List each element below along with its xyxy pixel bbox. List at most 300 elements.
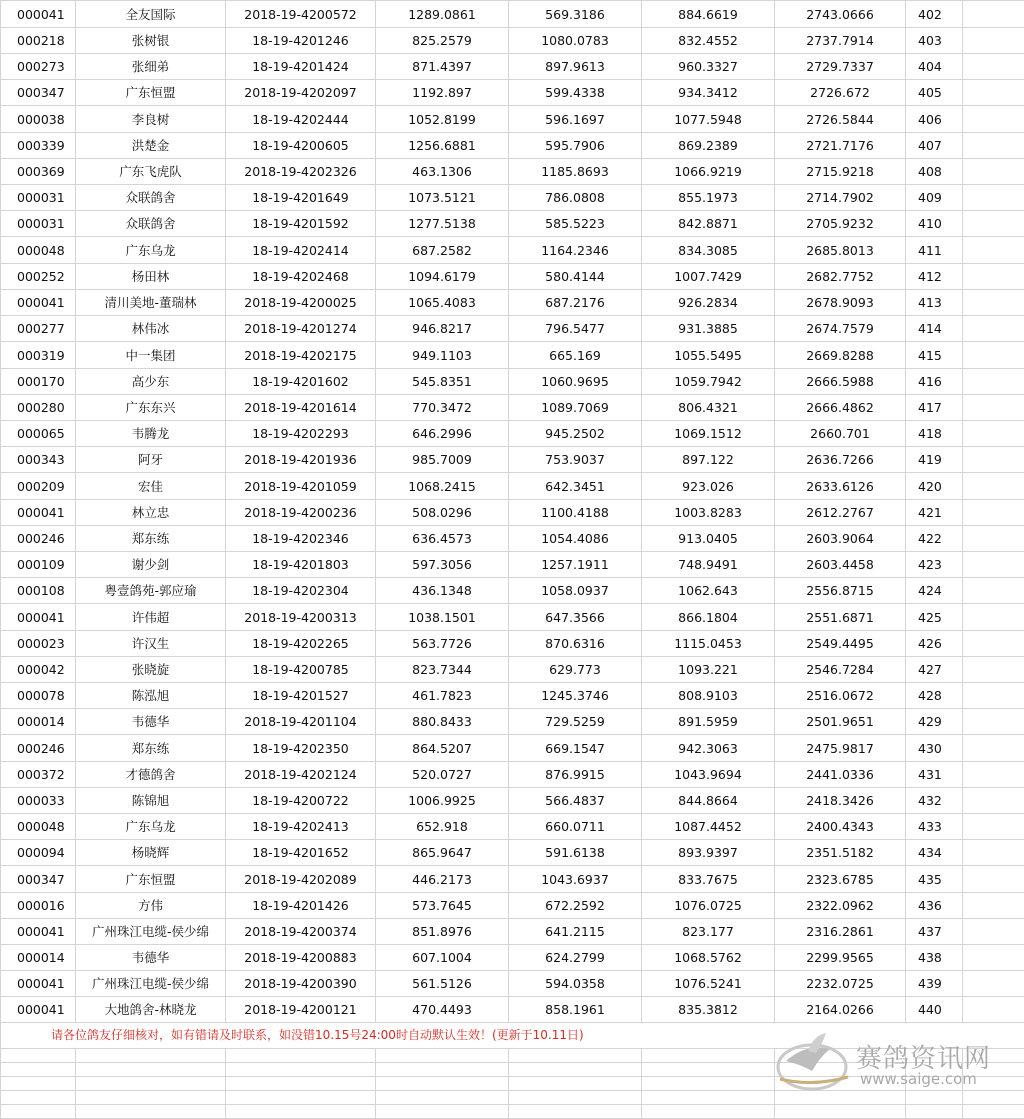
rank-cell: 434: [906, 840, 963, 866]
ring-number-cell: 18-19-4201527: [226, 683, 376, 709]
rank-cell: 428: [906, 683, 963, 709]
empty-cell: [963, 395, 1024, 421]
owner-name-cell: 广东恒盟: [76, 866, 226, 893]
table-row: [1, 814, 1024, 840]
score-2-cell: 642.3451: [509, 473, 642, 500]
member-id-cell: 000372: [1, 762, 76, 788]
score-1-cell: 520.0727: [376, 762, 509, 788]
score-3-cell: 833.7675: [642, 866, 775, 893]
empty-cell: [963, 578, 1024, 604]
score-1-cell: 561.5126: [376, 971, 509, 997]
score-3-cell: 1062.643: [642, 578, 775, 604]
ring-number-cell: 2018-19-4200572: [226, 1, 376, 28]
total-score-cell: 2714.7902: [775, 185, 906, 211]
total-score-cell: 2633.6126: [775, 473, 906, 500]
rank-cell: 433: [906, 814, 963, 840]
score-2-cell: 1185.8693: [509, 159, 642, 185]
table-row: [1, 342, 1024, 369]
score-3-cell: 869.2389: [642, 133, 775, 159]
score-3-cell: 1069.1512: [642, 421, 775, 447]
score-1-cell: 865.9647: [376, 840, 509, 866]
rank-cell: 426: [906, 631, 963, 657]
score-3-cell: 832.4552: [642, 28, 775, 54]
table-row: [1, 106, 1024, 133]
empty-cell: [376, 1105, 509, 1119]
rank-cell: 417: [906, 395, 963, 421]
empty-cell: [376, 1091, 509, 1105]
score-2-cell: 1257.1911: [509, 552, 642, 578]
ring-number-cell: 2018-19-4202124: [226, 762, 376, 788]
score-2-cell: 1164.2346: [509, 237, 642, 264]
rank-cell: 410: [906, 211, 963, 237]
ring-number-cell: 18-19-4202414: [226, 237, 376, 264]
total-score-cell: 2726.5844: [775, 106, 906, 133]
member-id-cell: 000014: [1, 945, 76, 971]
total-score-cell: 2164.0266: [775, 997, 906, 1023]
member-id-cell: 000014: [1, 709, 76, 735]
score-3-cell: 866.1804: [642, 604, 775, 631]
empty-cell: [963, 814, 1024, 840]
owner-name-cell: 全友国际: [76, 1, 226, 28]
empty-cell: [226, 1063, 376, 1077]
owner-name-cell: 广东东兴: [76, 395, 226, 421]
ring-number-cell: 2018-19-4201274: [226, 316, 376, 342]
score-3-cell: 913.0405: [642, 526, 775, 552]
table-row: [1, 80, 1024, 106]
empty-cell: [1, 1077, 76, 1091]
score-2-cell: 1058.0937: [509, 578, 642, 604]
rank-cell: 406: [906, 106, 963, 133]
empty-cell: [376, 1049, 509, 1063]
total-score-cell: 2351.5182: [775, 840, 906, 866]
total-score-cell: 2322.0962: [775, 893, 906, 919]
empty-cell: [963, 1105, 1024, 1119]
score-2-cell: 1054.4086: [509, 526, 642, 552]
table-row: [1, 473, 1024, 500]
score-1-cell: 1073.5121: [376, 185, 509, 211]
empty-cell: [963, 28, 1024, 54]
owner-name-cell: 许汉生: [76, 631, 226, 657]
ring-number-cell: 2018-19-4201614: [226, 395, 376, 421]
score-2-cell: 858.1961: [509, 997, 642, 1023]
score-1-cell: 463.1306: [376, 159, 509, 185]
owner-name-cell: 粤壹鸽苑-郭应瑜: [76, 578, 226, 604]
owner-name-cell: 张树银: [76, 28, 226, 54]
score-2-cell: 629.773: [509, 657, 642, 683]
rank-cell: 424: [906, 578, 963, 604]
score-2-cell: 672.2592: [509, 893, 642, 919]
empty-cell: [963, 840, 1024, 866]
member-id-cell: 000041: [1, 290, 76, 316]
ring-number-cell: 2018-19-4202326: [226, 159, 376, 185]
rank-cell: 420: [906, 473, 963, 500]
score-1-cell: 1052.8199: [376, 106, 509, 133]
score-2-cell: 591.6138: [509, 840, 642, 866]
score-3-cell: 1093.221: [642, 657, 775, 683]
table-row: [1, 578, 1024, 604]
empty-cell: [509, 1091, 642, 1105]
score-2-cell: 1245.3746: [509, 683, 642, 709]
ring-number-cell: 18-19-4202304: [226, 578, 376, 604]
ring-number-cell: 18-19-4201652: [226, 840, 376, 866]
score-2-cell: 870.6316: [509, 631, 642, 657]
owner-name-cell: 韦德华: [76, 709, 226, 735]
ring-number-cell: 18-19-4202350: [226, 735, 376, 762]
table-row: [1, 54, 1024, 80]
score-3-cell: 1068.5762: [642, 945, 775, 971]
score-3-cell: 808.9103: [642, 683, 775, 709]
owner-name-cell: 方伟: [76, 893, 226, 919]
score-1-cell: 446.2173: [376, 866, 509, 893]
total-score-cell: 2729.7337: [775, 54, 906, 80]
empty-cell: [963, 421, 1024, 447]
score-2-cell: 1043.6937: [509, 866, 642, 893]
member-id-cell: 000078: [1, 683, 76, 709]
ring-number-cell: 2018-19-4202097: [226, 80, 376, 106]
empty-cell: [376, 1077, 509, 1091]
ring-number-cell: 2018-19-4201059: [226, 473, 376, 500]
empty-cell: [963, 80, 1024, 106]
table-row: [1, 945, 1024, 971]
member-id-cell: 000280: [1, 395, 76, 421]
score-1-cell: 880.8433: [376, 709, 509, 735]
owner-name-cell: 清川美地-董瑞林: [76, 290, 226, 316]
table-row: [1, 290, 1024, 316]
table-row: [1, 893, 1024, 919]
table-row: [1, 762, 1024, 788]
member-id-cell: 000041: [1, 997, 76, 1023]
score-1-cell: 825.2579: [376, 28, 509, 54]
owner-name-cell: 谢少剑: [76, 552, 226, 578]
member-id-cell: 000209: [1, 473, 76, 500]
score-3-cell: 923.026: [642, 473, 775, 500]
total-score-cell: 2299.9565: [775, 945, 906, 971]
table-row: [1, 369, 1024, 395]
score-2-cell: 897.9613: [509, 54, 642, 80]
empty-cell: [963, 631, 1024, 657]
total-score-cell: 2685.8013: [775, 237, 906, 264]
score-3-cell: 934.3412: [642, 80, 775, 106]
empty-cell: [642, 1077, 775, 1091]
table-row: [1, 997, 1024, 1023]
score-2-cell: 624.2799: [509, 945, 642, 971]
member-id-cell: 000369: [1, 159, 76, 185]
score-3-cell: 1115.0453: [642, 631, 775, 657]
rank-cell: 419: [906, 447, 963, 473]
member-id-cell: 000170: [1, 369, 76, 395]
score-2-cell: 641.2115: [509, 919, 642, 945]
owner-name-cell: 林立忠: [76, 500, 226, 526]
ring-number-cell: 18-19-4202346: [226, 526, 376, 552]
ring-number-cell: 18-19-4200785: [226, 657, 376, 683]
member-id-cell: 000016: [1, 893, 76, 919]
empty-cell: [1, 1049, 76, 1063]
rank-cell: 432: [906, 788, 963, 814]
total-score-cell: 2441.0336: [775, 762, 906, 788]
table-row: [1, 788, 1024, 814]
owner-name-cell: 李良树: [76, 106, 226, 133]
table-row: [1, 500, 1024, 526]
score-3-cell: 1077.5948: [642, 106, 775, 133]
table-row: [1, 237, 1024, 264]
total-score-cell: 2721.7176: [775, 133, 906, 159]
total-score-cell: 2669.8288: [775, 342, 906, 369]
score-1-cell: 864.5207: [376, 735, 509, 762]
score-1-cell: 545.8351: [376, 369, 509, 395]
score-3-cell: 1076.5241: [642, 971, 775, 997]
rank-cell: 418: [906, 421, 963, 447]
empty-cell: [642, 1063, 775, 1077]
score-2-cell: 566.4837: [509, 788, 642, 814]
score-3-cell: 748.9491: [642, 552, 775, 578]
rank-cell: 439: [906, 971, 963, 997]
member-id-cell: 000031: [1, 211, 76, 237]
score-3-cell: 834.3085: [642, 237, 775, 264]
table-row: [1, 840, 1024, 866]
ring-number-cell: 2018-19-4201936: [226, 447, 376, 473]
total-score-cell: 2660.701: [775, 421, 906, 447]
score-1-cell: 597.3056: [376, 552, 509, 578]
score-3-cell: 806.4321: [642, 395, 775, 421]
score-1-cell: 636.4573: [376, 526, 509, 552]
empty-cell: [963, 185, 1024, 211]
empty-cell: [963, 290, 1024, 316]
member-id-cell: 000041: [1, 500, 76, 526]
empty-cell: [963, 657, 1024, 683]
total-score-cell: 2743.0666: [775, 1, 906, 28]
member-id-cell: 000048: [1, 814, 76, 840]
empty-cell: [226, 1077, 376, 1091]
empty-cell: [963, 237, 1024, 264]
score-2-cell: 660.0711: [509, 814, 642, 840]
empty-cell: [963, 893, 1024, 919]
table-row: [1, 709, 1024, 735]
empty-cell: [963, 500, 1024, 526]
rank-cell: 411: [906, 237, 963, 264]
score-2-cell: 945.2502: [509, 421, 642, 447]
score-1-cell: 949.1103: [376, 342, 509, 369]
score-1-cell: 470.4493: [376, 997, 509, 1023]
empty-cell: [963, 604, 1024, 631]
total-score-cell: 2400.4343: [775, 814, 906, 840]
score-1-cell: 770.3472: [376, 395, 509, 421]
empty-cell: [963, 264, 1024, 290]
score-1-cell: 436.1348: [376, 578, 509, 604]
score-1-cell: 1256.6881: [376, 133, 509, 159]
rank-cell: 402: [906, 1, 963, 28]
total-score-cell: 2705.9232: [775, 211, 906, 237]
ring-number-cell: 18-19-4202444: [226, 106, 376, 133]
ring-number-cell: 2018-19-4200313: [226, 604, 376, 631]
rank-cell: 431: [906, 762, 963, 788]
empty-cell: [642, 1091, 775, 1105]
score-1-cell: 652.918: [376, 814, 509, 840]
ring-number-cell: 2018-19-4200390: [226, 971, 376, 997]
ring-number-cell: 18-19-4201803: [226, 552, 376, 578]
table-row: [1, 866, 1024, 893]
owner-name-cell: 张晓旋: [76, 657, 226, 683]
rank-cell: 405: [906, 80, 963, 106]
blank-row: [1, 1105, 1024, 1119]
empty-cell: [963, 735, 1024, 762]
score-1-cell: 563.7726: [376, 631, 509, 657]
rank-cell: 429: [906, 709, 963, 735]
owner-name-cell: 阿牙: [76, 447, 226, 473]
score-2-cell: 1080.0783: [509, 28, 642, 54]
total-score-cell: 2556.8715: [775, 578, 906, 604]
owner-name-cell: 广东乌龙: [76, 237, 226, 264]
empty-cell: [642, 1105, 775, 1119]
score-2-cell: 599.4338: [509, 80, 642, 106]
empty-cell: [963, 369, 1024, 395]
owner-name-cell: 郑东练: [76, 526, 226, 552]
score-1-cell: 461.7823: [376, 683, 509, 709]
rank-cell: 425: [906, 604, 963, 631]
ring-number-cell: 18-19-4201602: [226, 369, 376, 395]
member-id-cell: 000343: [1, 447, 76, 473]
total-score-cell: 2418.3426: [775, 788, 906, 814]
score-2-cell: 786.0808: [509, 185, 642, 211]
empty-cell: [509, 1077, 642, 1091]
table-row: [1, 552, 1024, 578]
member-id-cell: 000109: [1, 552, 76, 578]
ring-number-cell: 18-19-4201424: [226, 54, 376, 80]
owner-name-cell: 韦德华: [76, 945, 226, 971]
ring-number-cell: 18-19-4202265: [226, 631, 376, 657]
ring-number-cell: 2018-19-4200883: [226, 945, 376, 971]
score-3-cell: 855.1973: [642, 185, 775, 211]
empty-cell: [963, 552, 1024, 578]
total-score-cell: 2715.9218: [775, 159, 906, 185]
empty-cell: [963, 709, 1024, 735]
score-3-cell: 891.5959: [642, 709, 775, 735]
empty-cell: [963, 762, 1024, 788]
rank-cell: 407: [906, 133, 963, 159]
score-1-cell: 573.7645: [376, 893, 509, 919]
ring-number-cell: 2018-19-4201104: [226, 709, 376, 735]
rank-cell: 414: [906, 316, 963, 342]
empty-cell: [963, 526, 1024, 552]
score-3-cell: 1087.4452: [642, 814, 775, 840]
score-2-cell: 753.9037: [509, 447, 642, 473]
member-id-cell: 000246: [1, 735, 76, 762]
owner-name-cell: 广州珠江电缆-侯少绵: [76, 919, 226, 945]
empty-cell: [76, 1049, 226, 1063]
rank-cell: 423: [906, 552, 963, 578]
score-3-cell: 1066.9219: [642, 159, 775, 185]
score-1-cell: 1289.0861: [376, 1, 509, 28]
member-id-cell: 000339: [1, 133, 76, 159]
owner-name-cell: 陈锦旭: [76, 788, 226, 814]
score-2-cell: 876.9915: [509, 762, 642, 788]
empty-cell: [76, 1063, 226, 1077]
total-score-cell: 2737.7914: [775, 28, 906, 54]
score-3-cell: 1059.7942: [642, 369, 775, 395]
owner-name-cell: 杨田林: [76, 264, 226, 290]
score-1-cell: 1277.5138: [376, 211, 509, 237]
score-3-cell: 942.3063: [642, 735, 775, 762]
empty-cell: [963, 159, 1024, 185]
member-id-cell: 000347: [1, 866, 76, 893]
rank-cell: 408: [906, 159, 963, 185]
rank-cell: 409: [906, 185, 963, 211]
rank-cell: 421: [906, 500, 963, 526]
empty-cell: [509, 1105, 642, 1119]
watermark-url: www.saige.com: [860, 1070, 977, 1088]
table-row: [1, 159, 1024, 185]
total-score-cell: 2674.7579: [775, 316, 906, 342]
score-3-cell: 960.3327: [642, 54, 775, 80]
ring-number-cell: 18-19-4201592: [226, 211, 376, 237]
rank-cell: 404: [906, 54, 963, 80]
score-3-cell: 823.177: [642, 919, 775, 945]
owner-name-cell: 才德鸽舍: [76, 762, 226, 788]
rank-cell: 403: [906, 28, 963, 54]
empty-cell: [509, 1049, 642, 1063]
member-id-cell: 000065: [1, 421, 76, 447]
score-2-cell: 594.0358: [509, 971, 642, 997]
owner-name-cell: 广州珠江电缆-侯少绵: [76, 971, 226, 997]
owner-name-cell: 宏佳: [76, 473, 226, 500]
score-1-cell: 946.8217: [376, 316, 509, 342]
rank-cell: 422: [906, 526, 963, 552]
score-1-cell: 985.7009: [376, 447, 509, 473]
score-2-cell: 729.5259: [509, 709, 642, 735]
empty-cell: [963, 133, 1024, 159]
member-id-cell: 000031: [1, 185, 76, 211]
owner-name-cell: 许伟超: [76, 604, 226, 631]
score-2-cell: 796.5477: [509, 316, 642, 342]
owner-name-cell: 韦腾龙: [76, 421, 226, 447]
owner-name-cell: 张细弟: [76, 54, 226, 80]
member-id-cell: 000038: [1, 106, 76, 133]
table-row: [1, 971, 1024, 997]
empty-cell: [963, 683, 1024, 709]
ring-number-cell: 18-19-4202468: [226, 264, 376, 290]
score-2-cell: 569.3186: [509, 1, 642, 28]
member-id-cell: 000041: [1, 971, 76, 997]
score-2-cell: 647.3566: [509, 604, 642, 631]
member-id-cell: 000041: [1, 604, 76, 631]
score-1-cell: 508.0296: [376, 500, 509, 526]
empty-cell: [1, 1063, 76, 1077]
rank-cell: 430: [906, 735, 963, 762]
total-score-cell: 2678.9093: [775, 290, 906, 316]
table-row: [1, 657, 1024, 683]
score-2-cell: 1060.9695: [509, 369, 642, 395]
ring-number-cell: 2018-19-4202089: [226, 866, 376, 893]
member-id-cell: 000108: [1, 578, 76, 604]
score-2-cell: 585.5223: [509, 211, 642, 237]
owner-name-cell: 众联鸽舍: [76, 185, 226, 211]
score-1-cell: 607.1004: [376, 945, 509, 971]
empty-cell: [1, 1091, 76, 1105]
empty-cell: [1, 1105, 76, 1119]
total-score-cell: 2612.2767: [775, 500, 906, 526]
empty-cell: [963, 211, 1024, 237]
member-id-cell: 000218: [1, 28, 76, 54]
score-2-cell: 665.169: [509, 342, 642, 369]
owner-name-cell: 陈泓旭: [76, 683, 226, 709]
member-id-cell: 000041: [1, 1, 76, 28]
ring-number-cell: 18-19-4200722: [226, 788, 376, 814]
score-3-cell: 1003.8283: [642, 500, 775, 526]
total-score-cell: 2666.4862: [775, 395, 906, 421]
empty-cell: [963, 1, 1024, 28]
table-row: [1, 28, 1024, 54]
empty-cell: [963, 971, 1024, 997]
member-id-cell: 000246: [1, 526, 76, 552]
